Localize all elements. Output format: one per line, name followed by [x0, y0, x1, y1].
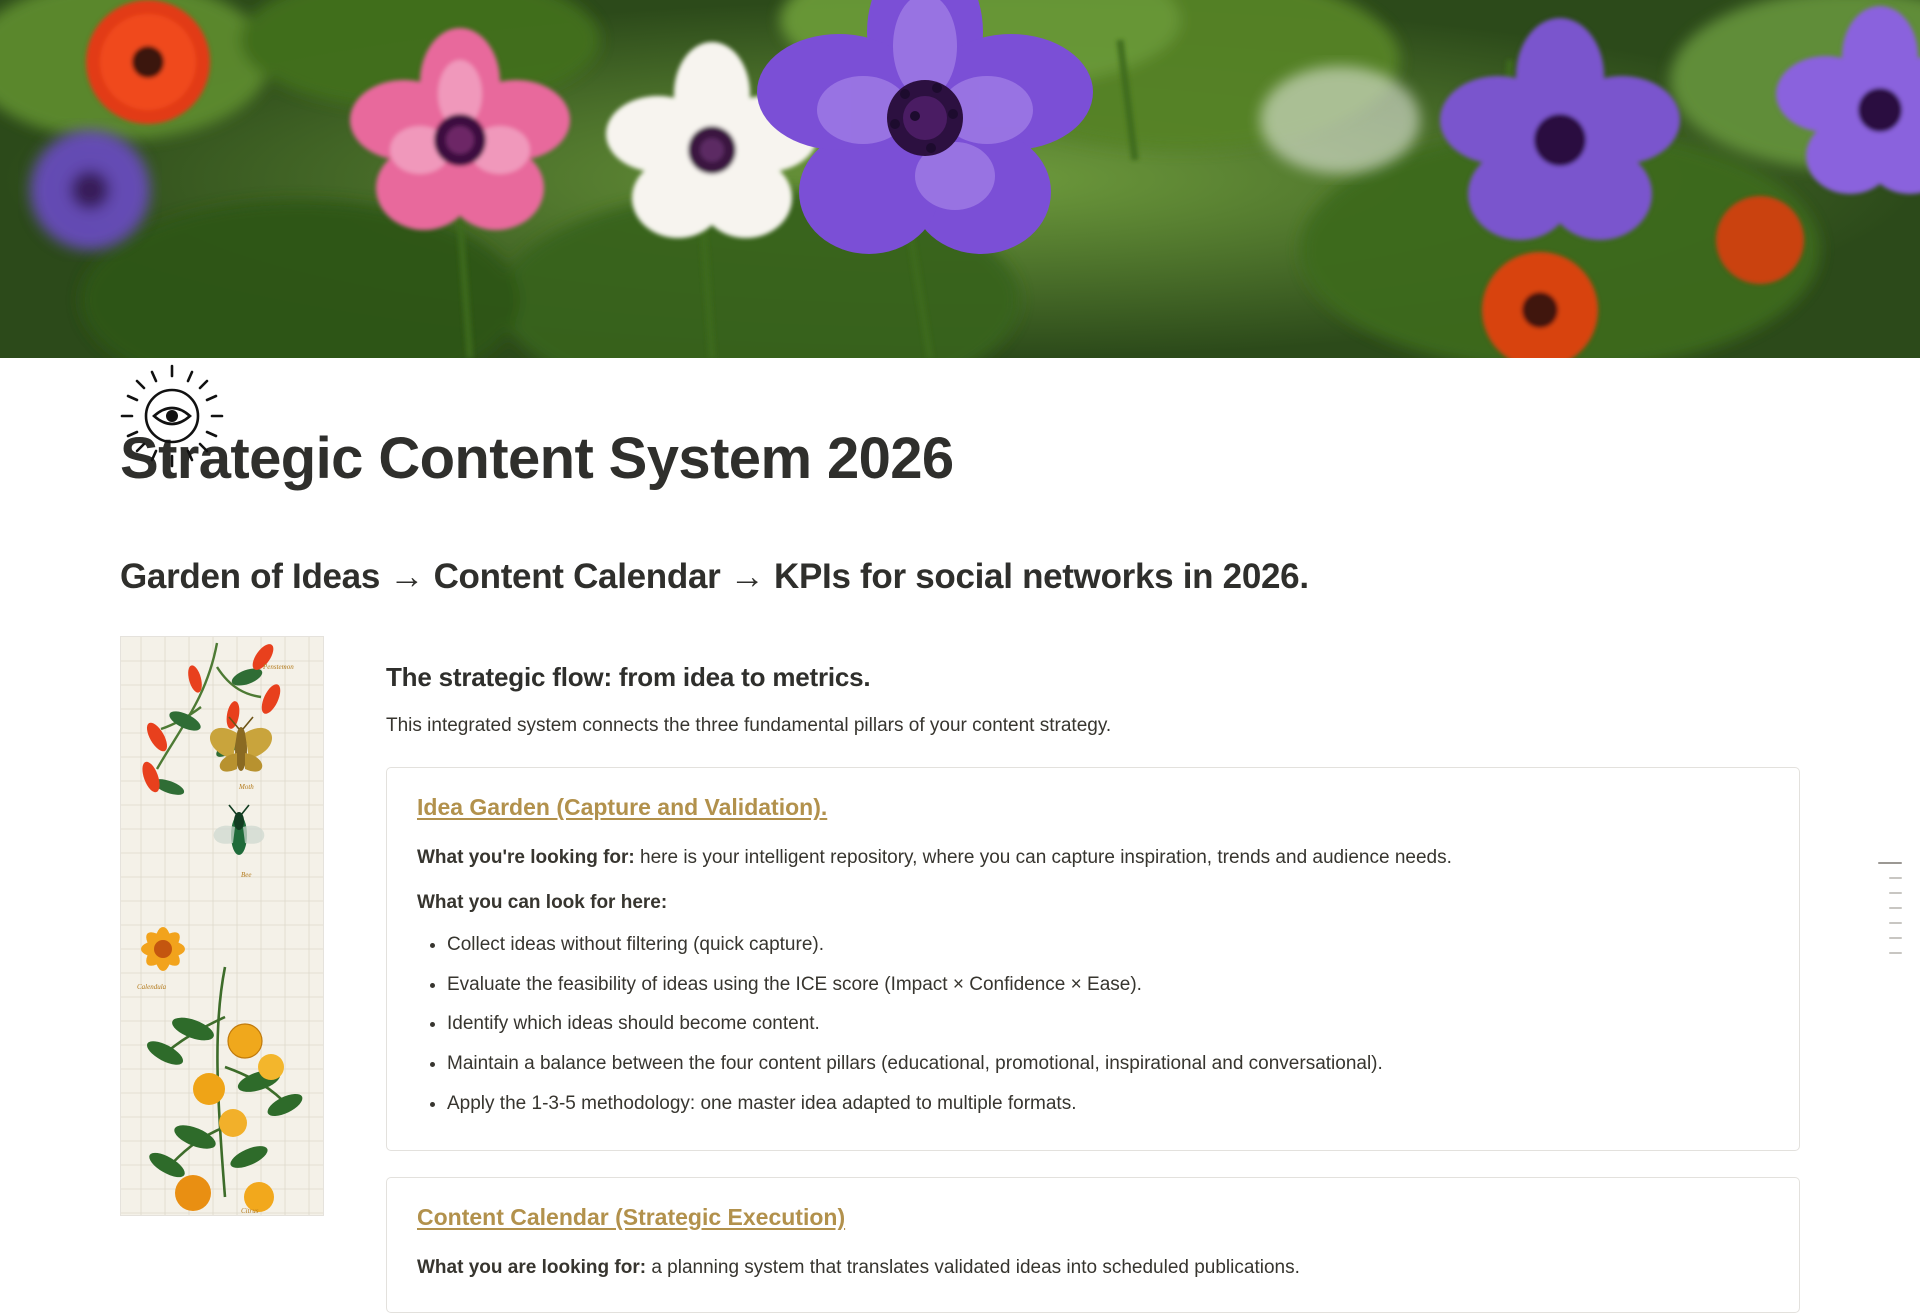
card-lead-label: What you're looking for:: [417, 846, 635, 868]
card-list-label: What you can look for here:: [417, 892, 668, 914]
page-title: Strategic Content System 2026: [120, 426, 954, 491]
card-title-link[interactable]: Content Calendar (Strategic Execution): [417, 1203, 846, 1230]
two-column-layout: [120, 636, 1800, 1313]
list-item: • Maintain a balance between the four content pillars (educational, promotional, inspirational and conversational).: [447, 1049, 1769, 1080]
card-content-calendar: [386, 1177, 1800, 1313]
main-content-column: [386, 636, 1800, 1313]
sun-eye-icon[interactable]: [120, 364, 224, 468]
svg-text:Moth: Moth: [239, 783, 254, 792]
card-idea-garden: [386, 767, 1800, 1151]
card-list-label-wrap: [417, 888, 1769, 917]
svg-text:Penstemon: Penstemon: [263, 663, 294, 672]
list-item: • Identify which ideas should become content.: [447, 1009, 1769, 1040]
svg-text:Calendula: Calendula: [137, 983, 167, 992]
card-lead: [417, 843, 1769, 872]
card-lead-text: here is your intelligent repository, where you can capture inspiration, trends and audience needs.: [634, 846, 1452, 868]
card-lead-label: What you are looking for:: [417, 1256, 647, 1278]
card-title-link[interactable]: Idea Garden (Capture and Validation).: [417, 793, 828, 820]
list-item: • Collect ideas without filtering (quick capture).: [447, 930, 1769, 961]
card-lead-text: a planning system that translates validated ideas into scheduled publications.: [646, 1256, 1300, 1278]
illustration-column: [120, 636, 324, 1216]
flow-description: This integrated system connects the three fundamental pillars of your content strategy.: [386, 715, 1112, 737]
flow-heading: The strategic flow: from idea to metrics.: [386, 662, 871, 693]
card-bullet-list: [417, 930, 1769, 1120]
list-item: • Apply the 1-3-5 methodology: one master idea adapted to multiple formats.: [447, 1089, 1769, 1120]
svg-text:Bee: Bee: [241, 871, 252, 880]
svg-text:Citrus: Citrus: [241, 1207, 259, 1216]
botanical-plate-illustration: [120, 636, 324, 1216]
page-cover-image: [0, 0, 1920, 358]
page-body: [0, 426, 1920, 1313]
page-subtitle: Garden of Ideas → Content Calendar → KPIs for social networks in 2026.: [120, 556, 1309, 596]
card-lead: [417, 1253, 1769, 1282]
list-item: • Evaluate the feasibility of ideas using the ICE score (Impact × Confidence × Ease).: [447, 970, 1769, 1001]
